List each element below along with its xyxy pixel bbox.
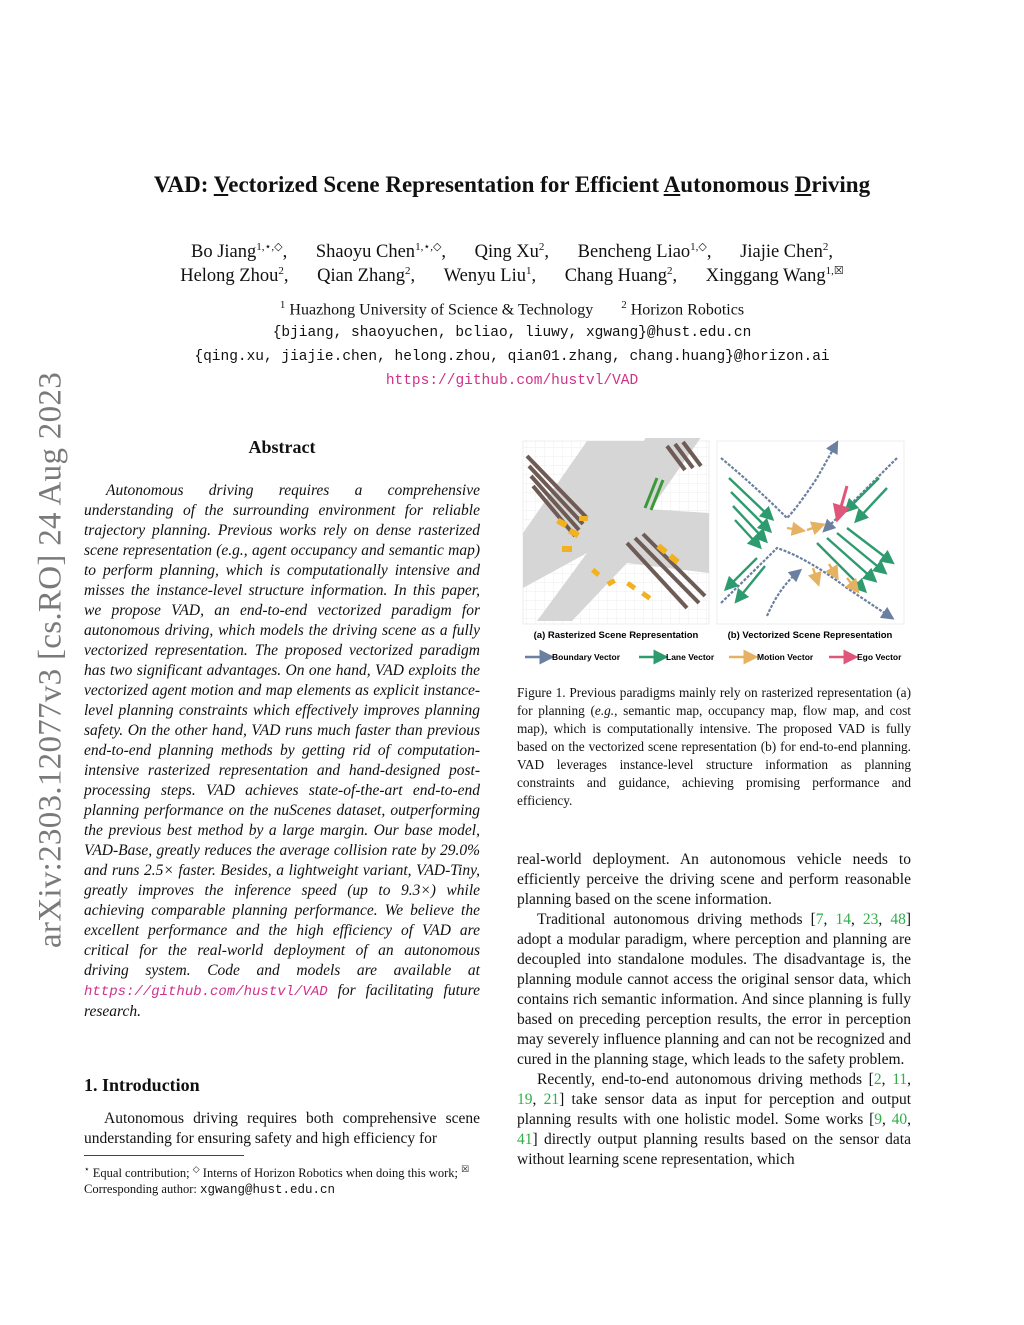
abstract-text: Autonomous driving requires a comprehensive understanding of the surrounding environment for reliable trajectory planning. Previous works rely on dense rasterized scene representation (e.g., agent occupancy and semantic map) to perform planning, which is computationally intensive and misses the instance-level structure information. In this paper, we propose VAD, an end-to-end vectorized paradigm for autonomous driving, which models the driving scene as a fully vectorized representation. The proposed vectorized paradigm has two significant advantages. On one hand, VAD exploits the vectorized agent motion and map elements as explicit instance-level planning constraints which effectively improves planning safety. On the other hand, VAD runs much faster than previous end-to-end planning methods by getting rid of computation-intensive rasterized representation and hand-designed post-processing steps. VAD achieves state-of-the-art end-to-end planning performance on the nuScenes dataset, outperforming the previous best method by a large margin. Our base model, VAD-Base, greatly reduces the average collision rate by 29.0% and runs 2.5× faster. Besides, a lightweight variant, VAD-Tiny, greatly improves the inference speed (up to 9.3×) while achieving comparable planning performance. We believe the excellent performance and the high efficiency of VAD are critical for the real-world deployment of an autonomous driving system. Code and models are available at https://github.com/hustvl/VAD for facilitating future research. <box>84 482 480 1020</box>
citation-link[interactable]: 2 <box>873 1071 882 1088</box>
author: Shaoyu Chen$^{1,⋆,◇}$, <box>315 241 447 263</box>
raster-panel <box>523 438 709 641</box>
affiliation-2: Horizon Robotics <box>630 301 745 319</box>
citation-link[interactable]: 9 <box>874 1111 882 1128</box>
author-line-1 <box>100 240 924 263</box>
raster-panel-label: (a) Rasterized Scene Representation <box>533 630 699 641</box>
author-line-2 <box>100 264 924 287</box>
author: Qian Zhang$^2$, <box>317 265 416 287</box>
legend-ego-vector: Ego Vector <box>857 652 902 662</box>
title-part: VAD: <box>153 172 214 197</box>
citation-link[interactable]: 14 <box>835 911 851 928</box>
footnote: ⋆ Equal contribution; ◇ Interns of Horizon Robotics when doing this work; ☒ Corresponding author: xgwang@hust.edu.cn <box>84 1164 470 1198</box>
title-part: D <box>794 172 812 197</box>
author: Qing Xu$^2$, <box>474 241 550 263</box>
citation-link[interactable]: 7 <box>815 911 824 928</box>
paragraph: Recently, end-to-end autonomous driving methods [2, 11, 19, 21] take sensor data as input for perception and output planning results with one holistic model. Some works [9, 40, 41] directly output planning results based on the sensor data without learning scene representation, which <box>517 1071 911 1168</box>
right-column-text <box>517 850 911 1170</box>
arxiv-id-text: arXiv:2303.12077v3 [cs.RO] 24 Aug 2023 <box>32 371 69 949</box>
affiliations: $^1$ Huazhong University of Science & Technology $^2$ Horizon Robotics <box>279 299 745 319</box>
abstract-code-link[interactable]: https://github.com/hustvl/VAD <box>84 984 328 1000</box>
paragraph: Traditional autonomous driving methods [7, 14, 23, 48] adopt a modular paradigm, where perception and planning are decoupled into standalone modules. The disadvantage is, the planning module cannot access the original sensor data, which contains rich semantic information. And since planning is fully based on preceding perception results, the error in perception may severely influence planning and can not be recognized and cured in the planning stage, which leads to the safety problem. <box>517 911 912 1068</box>
figure-1 <box>517 438 911 670</box>
paragraph: real-world deployment. An autonomous vehicle needs to efficiently perceive the driving scene and perform reasonable planning based on the scene information. <box>517 851 911 908</box>
author: Jiajie Chen$^2$, <box>740 241 833 263</box>
title-part: riving <box>811 172 871 197</box>
affiliation-1: Huazhong University of Science & Technology <box>289 301 594 319</box>
legend-boundary-vector: Boundary Vector <box>552 652 621 662</box>
citation-link[interactable]: 41 <box>517 1131 533 1148</box>
citation-link[interactable]: 21 <box>543 1091 560 1108</box>
email-line-1: {bjiang, shaoyuchen, bcliao, liuwy, xgwang}@hust.edu.cn <box>272 325 752 341</box>
citation-link[interactable]: 11 <box>892 1071 908 1088</box>
vector-panel-label: (b) Vectorized Scene Representation <box>727 630 893 641</box>
figure-legend <box>525 652 902 662</box>
author: Xinggang Wang$^{1,☒}$ <box>705 265 844 287</box>
title-part: V <box>213 172 229 197</box>
intro-text: Autonomous driving requires both comprehensive scene understanding for ensuring safety and high efficiency for <box>84 1110 480 1147</box>
email-line-2: {qing.xu, jiajie.chen, helong.zhou, qian01.zhang, chang.huang}@horizon.ai <box>194 349 830 365</box>
footnote-divider <box>84 1155 244 1156</box>
title-part: utonomous <box>680 172 795 197</box>
author: Bo Jiang$^{1,⋆,◇}$, <box>191 241 288 263</box>
title-part: A <box>663 172 681 197</box>
corresponding-email: xgwang@hust.edu.cn <box>199 1183 335 1198</box>
author: Chang Huang$^2$, <box>564 265 678 287</box>
vector-panel <box>717 441 904 641</box>
author: Bencheng Liao$^{1,◇}$, <box>577 241 712 263</box>
abstract-heading: Abstract <box>248 437 316 457</box>
paper-title <box>0 172 1024 198</box>
citation-link[interactable]: 48 <box>890 911 906 928</box>
author: Wenyu Liu$^1$, <box>443 265 537 287</box>
figure-caption: Figure 1. Previous paradigms mainly rely on rasterized representation (a) for planning (e.g., semantic map, occupancy map, flow map, and cost map), which is computationally intensive. The proposed VAD is fully based on the vectorized scene representation (b) for end-to-end planning. VAD leverages instance-level structure information as planning constraints and guidance, achieving promising performance and efficiency. <box>517 685 911 808</box>
title-part: ectorized Scene Representation for Efficient <box>228 172 664 197</box>
author: Helong Zhou$^2$, <box>180 265 289 287</box>
intro-heading: 1. Introduction <box>84 1075 200 1095</box>
citation-link[interactable]: 19 <box>517 1091 533 1108</box>
project-link[interactable]: https://github.com/hustvl/VAD <box>385 373 639 389</box>
legend-motion-vector: Motion Vector <box>757 652 814 662</box>
arxiv-side-stamp <box>18 345 84 975</box>
citation-link[interactable]: 40 <box>891 1111 908 1128</box>
legend-lane-vector: Lane Vector <box>666 652 715 662</box>
citation-link[interactable]: 23 <box>862 911 879 928</box>
